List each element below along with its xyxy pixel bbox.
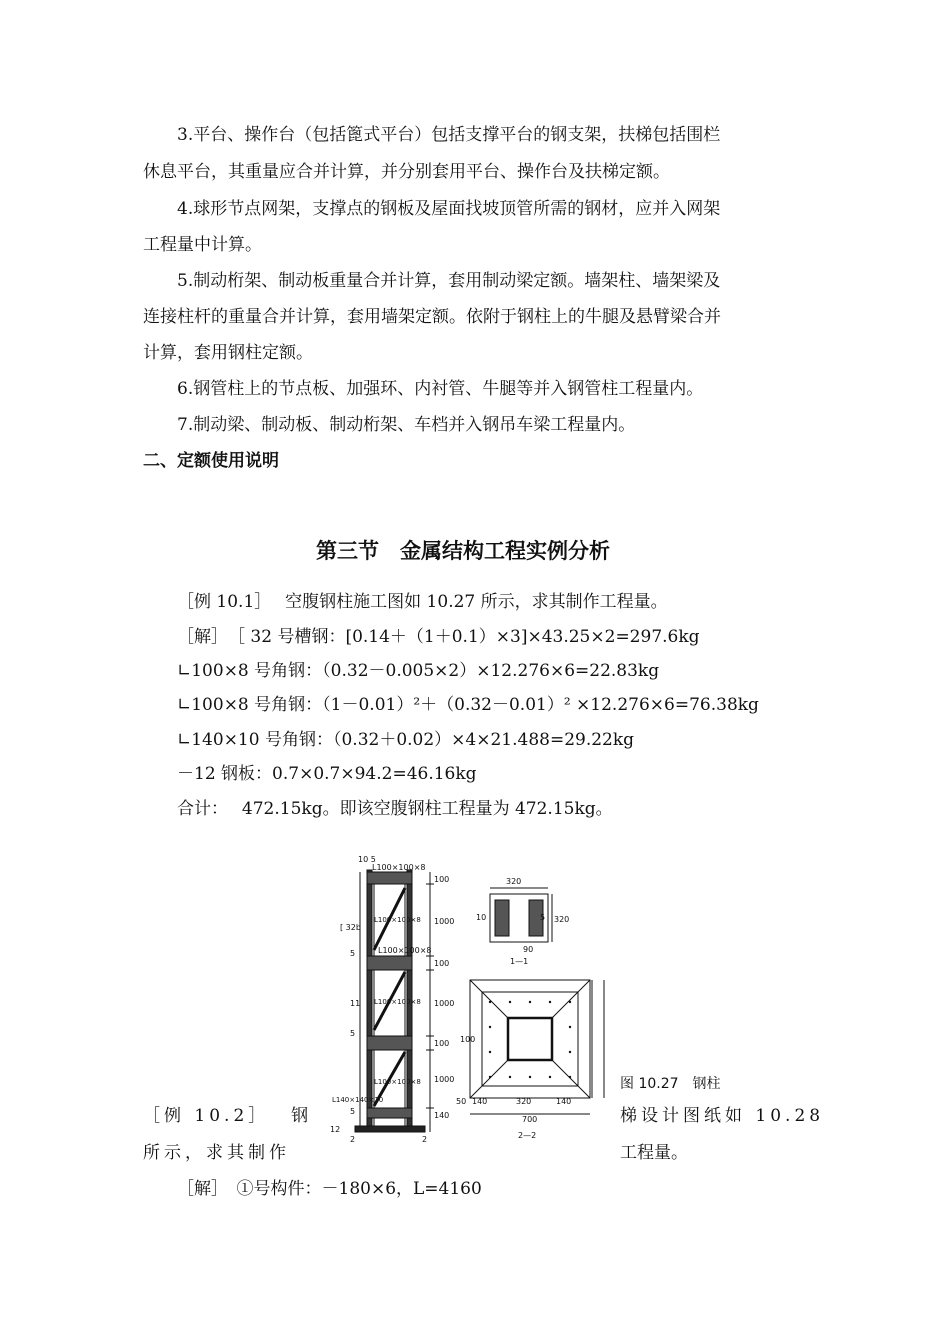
label-diag-1: L100×100×8	[374, 916, 421, 924]
solution-line-angle-3: ∟140×10 号角钢：（0.32＋0.02）×4×21.488=29.22kg	[177, 730, 635, 750]
steel-column-drawing	[330, 852, 610, 1144]
label-channel: [ 32b	[340, 923, 361, 932]
solution-total: 合计： 472.15kg。即该空腹钢柱工程量为 472.15kg。	[177, 799, 613, 819]
example-10-1-intro: ［例 10.1］ 空腹钢柱施工图如 10.27 所示，求其制作工程量。	[177, 592, 668, 612]
heading-quota-usage: 二、定额使用说明	[143, 451, 279, 471]
example-10-2-line1-right: 梯设计图纸如 10.28	[620, 1106, 825, 1126]
example-10-2-solution: ［解］ ①号构件：－180×6，L=4160	[177, 1179, 482, 1199]
example-10-2-line2-left: 所示，求其制作	[143, 1143, 290, 1163]
sec22-320: 320	[516, 1097, 532, 1106]
sec22-700: 700	[522, 1115, 538, 1124]
label-diag-2: L100×100×8	[374, 998, 421, 1006]
dim-12: 12	[330, 1125, 341, 1134]
dim-100b: 100	[434, 959, 450, 968]
sec11-90: 90	[523, 945, 534, 954]
sec22-100: 100	[460, 1035, 476, 1044]
solution-line-channel: ［解］ ［ 32 号槽钢：[0.14＋（1＋0.1）×3]×43.25×2=297.6kg	[177, 627, 700, 647]
sec11-5: 5	[540, 913, 546, 922]
dim-11: 11	[350, 999, 361, 1008]
sec22-name: 2—2	[518, 1131, 537, 1140]
paragraph-5-line3: 计算，套用钢柱定额。	[143, 343, 313, 363]
paragraph-6: 6.钢管柱上的节点板、加强环、内衬管、牛腿等并入钢管柱工程量内。	[177, 379, 704, 399]
dim-5c: 5	[350, 1107, 356, 1116]
sec11-10: 10	[476, 913, 487, 922]
dim-100a: 100	[434, 875, 450, 884]
sec11-width: 320	[506, 877, 522, 886]
dim-2b: 2	[422, 1135, 428, 1144]
dim-5b: 5	[350, 1029, 356, 1038]
label-diag-3: L100×100×8	[374, 1078, 421, 1086]
section-title: 第三节 金属结构工程实例分析	[316, 539, 610, 563]
sec22-140a: 140	[472, 1097, 488, 1106]
solution-line-plate: －12 钢板：0.7×0.7×94.2=46.16kg	[177, 764, 477, 784]
paragraph-5-line2: 连接柱杆的重量合并计算，套用墙架定额。依附于钢柱上的牛腿及悬臂梁合并	[143, 307, 721, 327]
sec22-50: 50	[456, 1097, 467, 1106]
solution-line-angle-1: ∟100×8 号角钢：（0.32－0.005×2）×12.276×6=22.83kg	[177, 661, 660, 681]
paragraph-7: 7.制动梁、制动板、制动桁架、车档并入钢吊车梁工程量内。	[177, 415, 636, 435]
label-top-angle: L100×100×8	[372, 863, 426, 872]
dim-1000a: 1000	[434, 917, 455, 926]
dim-2a: 2	[350, 1135, 356, 1144]
dim-100c: 100	[434, 1039, 450, 1048]
label-mid-angle: L100×100×8	[378, 946, 432, 955]
paragraph-5-line1: 5.制动桁架、制动板重量合并计算，套用制动梁定额。墙架柱、墙架梁及	[177, 271, 721, 291]
dim-5a: 5	[350, 949, 356, 958]
label-bottom-angle: L140×140×10	[332, 1096, 384, 1104]
example-10-2-line2-right: 工程量。	[620, 1143, 688, 1163]
dim-1000c: 1000	[434, 1075, 455, 1084]
figure-caption: 图 10.27 钢柱	[620, 1076, 721, 1092]
paragraph-4-line2: 工程量中计算。	[143, 235, 262, 255]
example-10-2-line1-left: ［例 10.2］ 钢	[143, 1106, 313, 1126]
dim-140: 140	[434, 1111, 450, 1120]
sec11-name: 1—1	[510, 957, 529, 966]
paragraph-4-line1: 4.球形节点网架，支撑点的钢板及屋面找坡顶管所需的钢材，应并入网架	[177, 199, 721, 219]
sec11-height: 320	[554, 915, 570, 924]
column-left-flange	[367, 870, 372, 1132]
solution-line-angle-2: ∟100×8 号角钢：（1－0.01）²＋（0.32－0.01）² ×12.276×6=76.38kg	[177, 695, 759, 715]
sec22-140b: 140	[556, 1097, 572, 1106]
dim-top-10-5: 10 5	[358, 855, 376, 864]
paragraph-3-line2: 休息平台，其重量应合并计算，并分别套用平台、操作台及扶梯定额。	[143, 162, 670, 182]
dim-1000b: 1000	[434, 999, 455, 1008]
paragraph-3-line1: 3.平台、操作台（包括篦式平台）包括支撑平台的钢支架，扶梯包括围栏	[177, 125, 721, 145]
